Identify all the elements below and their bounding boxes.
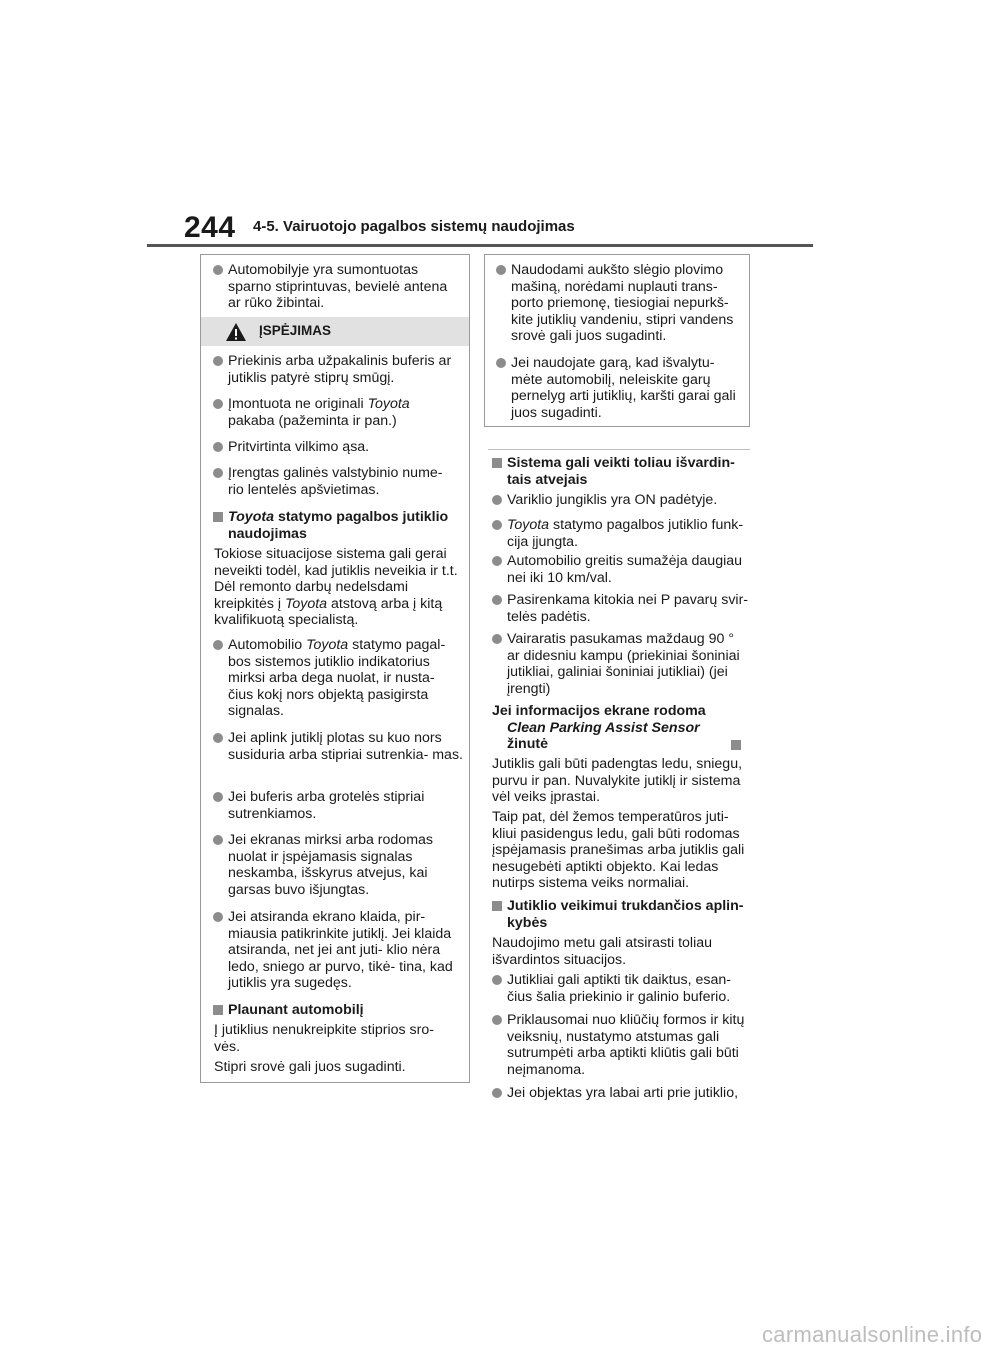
bullet-icon (213, 912, 223, 922)
list-item: Automobilio greitis sumažėja daugiau nei iki 10 km/val. (492, 553, 750, 586)
square-bullet-icon (213, 1005, 223, 1015)
list-item: Automobilyje yra sumontuotas sparno stiprintuvas, bevielė antena ar rūko žibintai. (213, 262, 463, 312)
bullet-icon (492, 495, 502, 505)
list-item: Jei ekranas mirksi arba rodomas nuolat ir įspėjamasis signalas neskamba, išskyrus atvejus, kai garsas buvo išjungtas. (213, 832, 463, 898)
bullet-icon (492, 595, 502, 605)
list-item: Jei aplink jutiklį plotas su kuo nors susiduria arba stipriai sutrenkia- mas. (213, 730, 463, 763)
bullet-icon (496, 265, 506, 275)
list-item: Įrengtas galinės valstybinio nume- rio lentelės apšvietimas. (213, 465, 458, 498)
bullet-icon (213, 265, 223, 275)
bullet-icon (213, 792, 223, 802)
square-bullet-icon (213, 512, 223, 522)
list-item: Pasirenkama kitokia nei P pavarų svir- telės padėtis. (492, 592, 750, 625)
warning-header (201, 317, 469, 346)
bullet-icon (492, 1015, 502, 1025)
list-item: Jei naudojate garą, kad išvalytu- mėte automobilį, neleiskite garų pernelyg arti jutiklių, karšti garai gali juos sugadinti. (496, 355, 742, 421)
bullet-icon (213, 442, 223, 452)
bullet-icon (213, 640, 223, 650)
paragraph: Tokiose situacijose sistema gali gerai neveikti todėl, kad jutiklis neveikia ir t.t. Dėl remonto darbų nedelsdami kreipkitės į Toyota atstovą arba į kitą kvalifikuotą specialistą. (214, 546, 458, 628)
bullet-icon (213, 733, 223, 743)
square-bullet-icon (492, 458, 502, 468)
bullet-icon (492, 975, 502, 985)
list-item: Jei objektas yra labai arti prie jutiklio, (492, 1085, 750, 1102)
section-heading-wash: Plaunant automobilį (213, 1002, 463, 1019)
bullet-icon (213, 835, 223, 845)
section-heading-toyota: Toyota statymo pagalbos jutiklio naudojimas (213, 509, 463, 542)
section-heading-conditions: Sistema gali veikti toliau išvardin- tais atvejais (492, 455, 750, 488)
list-item: Jutikliai gali aptikti tik daiktus, esan- čius šalia priekinio ir galinio buferio. (492, 972, 750, 1005)
list-item: Naudodami aukšto slėgio plovimo mašiną, norėdami nuplauti trans- porto priemonę, tiesiogiai nepurkš- kite jutiklių vandeniu, stipri vandens srovė gali juos sugadinti. (496, 262, 742, 345)
bullet-icon (213, 468, 223, 478)
header-rule (147, 244, 813, 247)
list-item: Pritvirtinta vilkimo ąsa. (213, 439, 463, 456)
paragraph: Naudojimo metu gali atsirasti toliau išvardintos situacijos. (492, 935, 713, 968)
list-item: Automobilio Toyota statymo pagal- bos sistemos jutiklio indikatorius mirksi arba dega nuolat, ir nusta- čius kokį nors objektą pasigirsta signalas. (213, 637, 463, 720)
paragraph: Jutiklis gali būti padengtas ledu, sniegu, purvu ir pan. Nuvalykite jutiklį ir sistema vėl veiks įprastai. (492, 756, 743, 805)
section-heading-message: Jei informacijos ekrane rodoma Clean Parking Assist Sensor žinutė (492, 703, 706, 752)
section-heading-environment: Jutiklio veikimui trukdančios aplin- kybės (492, 898, 750, 931)
bullet-icon (492, 556, 502, 566)
warning-label: ĮSPĖJIMAS (259, 323, 332, 338)
warning-triangle-icon (225, 322, 247, 342)
list-item: Vairaratis pasukamas maždaug 90 ° ar didesniu kampu (priekiniai šoniniai jutikliai, galiniai šoniniai jutikliai) (jei įrengti) (492, 631, 750, 697)
list-item: Variklio jungiklis yra ON padėtyje. (492, 492, 750, 509)
list-item: Jei buferis arba grotelės stipriai sutrenkiamos. (213, 789, 463, 822)
bullet-icon (492, 634, 502, 644)
list-item: Priekinis arba užpakalinis buferis ar jutiklis patyrė stiprų smūgį. (213, 353, 463, 386)
bullet-icon (213, 356, 223, 366)
paragraph: Į jutiklius nenukreipkite stiprios sro- vės. (214, 1022, 434, 1055)
watermark: carmanualsonline.info (762, 1322, 982, 1347)
page-number: 244 (184, 211, 236, 244)
divider (488, 449, 750, 450)
paragraph: Taip pat, dėl žemos temperatūros juti- kliui pasidengus ledu, gali būti rodomas įspėjamasis pranešimas arba jutiklis gali nesugebėti aptikti objekto. Kai ledas nutirps sistema veiks normaliai. (492, 809, 745, 891)
bullet-icon (492, 520, 502, 530)
bullet-icon (213, 399, 223, 409)
list-item: Toyota statymo pagalbos jutiklio funk- cija įjungta. (492, 517, 750, 550)
list-item: Priklausomai nuo kliūčių formos ir kitų veiksnių, nustatymo atstumas gali sutrumpėti arba aptikti kliūtis gali būti neįmanoma. (492, 1012, 750, 1078)
bullet-icon (496, 358, 506, 368)
paragraph: Stipri srovė gali juos sugadinti. (214, 1059, 406, 1075)
end-mark-icon (731, 740, 741, 750)
list-item: Jei atsiranda ekrano klaida, pir- miausia patikrinkite jutiklį. Jei klaida atsiranda, net jei ant juti- klio nėra ledo, sniego ar purvo, tikė- tina, kad jutiklis yra sugedęs. (213, 909, 463, 992)
square-bullet-icon (492, 901, 502, 911)
bullet-icon (492, 1088, 502, 1098)
section-title: 4-5. Vairuotojo pagalbos sistemų naudojimas (253, 218, 575, 235)
list-item: Įmontuota ne originali Toyota pakaba (pažeminta ir pan.) (213, 396, 463, 429)
